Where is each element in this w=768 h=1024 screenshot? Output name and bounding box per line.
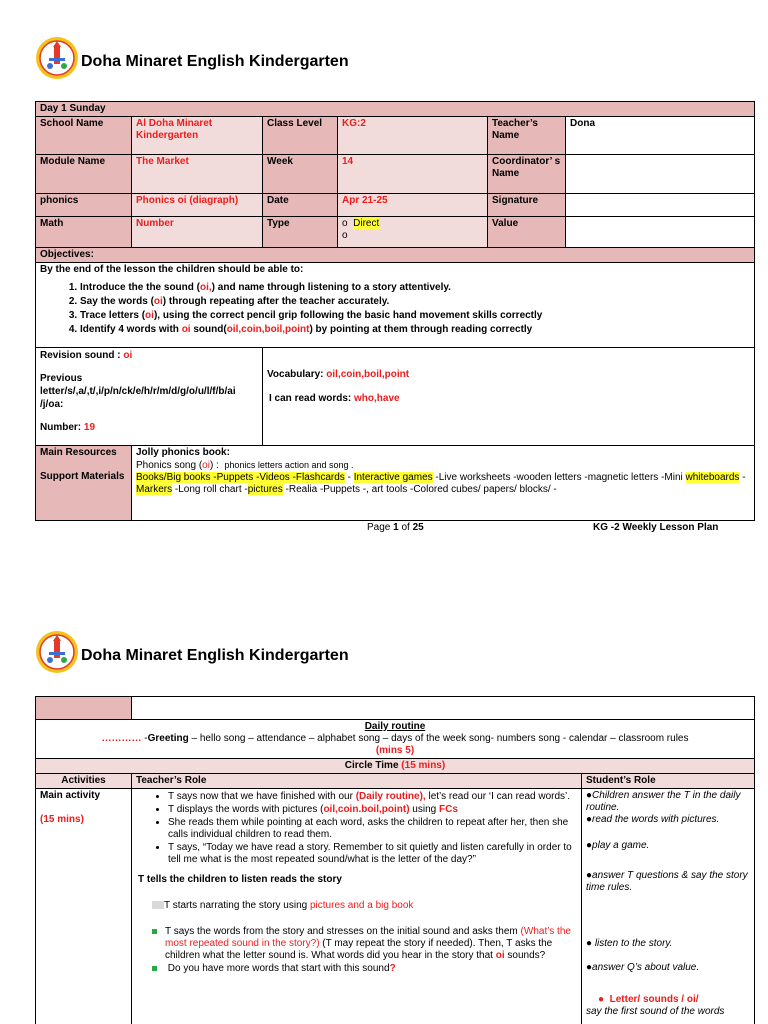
- col-teacher-role: Teacher’s Role: [132, 774, 582, 789]
- type-bullet-2: o: [342, 230, 348, 241]
- objective-1: 1. Introduce the the sound (oi,) and name through listening to a story attentively.: [80, 282, 750, 294]
- revision-cell: [36, 348, 263, 446]
- value-class-level: KG:2: [338, 117, 488, 155]
- label-class-level: Class Level: [263, 117, 338, 155]
- teacher-task-4: • T says, “Today we have read a story. Remember to sit quietly and listen carefully in order to tell me what is the most repeated sound/what is the letter of the day?”: [168, 842, 577, 866]
- vocabulary-cell: [263, 348, 755, 446]
- greeting-line: ………… -Greeting – hello song – attendance – alphabet song – days of the week song- numbers song - calendar – classroom rules: [101, 733, 689, 744]
- vocabulary: Vocabulary: oil,coin,boil,point: [267, 369, 410, 380]
- label-signature: Signature: [488, 194, 566, 217]
- objectives-list: [80, 282, 750, 336]
- story-words: T says the words from the story and stresses on the initial sound and asks them (What’s the most repeated sound in the story?) (T may repeat the story if needed). Then, T asks the children what the letter sound is. What words did you hear in the story that oi sounds?: [152, 926, 577, 962]
- student-task-7: ● Letter/ sounds / oi/: [598, 994, 699, 1005]
- page-number: Page 1 of 25: [367, 522, 424, 533]
- teacher-task-1: • T says now that we have finished with our (Daily routine), let’s read our ‘I can read words’.: [168, 791, 577, 803]
- label-week: Week: [263, 155, 338, 194]
- number-line: Number: 19: [40, 422, 96, 433]
- label-coordinator-name: Coordinator’ s Name: [488, 155, 566, 194]
- value-teacher-name: Dona: [566, 117, 755, 155]
- student-task-3: ●play a game.: [586, 840, 650, 851]
- type-bullet: o: [342, 218, 348, 229]
- school-title: Doha Minaret English Kindergarten: [81, 53, 349, 70]
- daily-routine-cell: [36, 720, 755, 759]
- student-role-cell: [582, 789, 755, 1024]
- col-student-role: Student’s Role: [582, 774, 755, 789]
- read-words: I can read words: who,have: [269, 393, 400, 404]
- student-task-6: ●answer Q’s about value.: [586, 962, 700, 973]
- objectives-cell: [36, 263, 755, 348]
- materials-cell: [132, 446, 755, 521]
- value-type: [338, 217, 488, 248]
- green-bullet-icon: [152, 966, 157, 971]
- label-module-name: Module Name: [36, 155, 132, 194]
- value-week: 14: [338, 155, 488, 194]
- narrate-story: T starts narrating the story using pictures and a big book: [152, 900, 577, 912]
- revision-sound: Revision sound : oi: [40, 350, 133, 361]
- blank-white-cell: [132, 697, 755, 720]
- value-school-name: Al Doha Minaret Kindergarten: [132, 117, 263, 155]
- routine-mins: (mins 5): [375, 745, 415, 756]
- jolly-phonics: Jolly phonics book:: [136, 447, 230, 458]
- green-bullet-icon: [152, 929, 157, 934]
- tells-children: T tells the children to listen reads the story: [138, 874, 342, 885]
- lesson-info-table: [35, 101, 755, 521]
- label-phonics: phonics: [36, 194, 132, 217]
- resources-cell: [36, 446, 132, 521]
- label-teacher-name: Teacher’s Name: [488, 117, 566, 155]
- type-direct: Direct: [353, 218, 380, 229]
- label-value: Value: [488, 217, 566, 248]
- value-value: [566, 217, 755, 248]
- student-task-5: ● listen to the story.: [586, 938, 673, 949]
- objectives-header: Objectives:: [36, 248, 755, 263]
- value-signature: [566, 194, 755, 217]
- label-school-name: School Name: [36, 117, 132, 155]
- page1-header: [35, 36, 735, 80]
- previous-letters: Previous letter/s/,a/,t/,i/p/n/ck/e/h/r/m/d/g/o/u/l/f/b/ai /j/oa:: [40, 373, 236, 410]
- student-task-8: say the first sound of the words: [586, 1006, 725, 1017]
- more-words: Do you have more words that start with this sound?: [152, 963, 577, 975]
- value-coordinator-name: [566, 155, 755, 194]
- support-materials-label: Support Materials: [40, 471, 125, 482]
- objectives-intro: By the end of the lesson the children should be able to:: [40, 264, 304, 275]
- daily-routine-title: Daily routine: [364, 721, 426, 732]
- student-task-2: ●read the words with pictures.: [586, 814, 720, 825]
- objectives-label: Objectives: [40, 249, 91, 260]
- teacher-task-list: [156, 791, 577, 866]
- main-activity-cell: [36, 789, 132, 1024]
- main-activity-label: Main activity: [40, 790, 101, 801]
- materials-list: Books/Big books -Puppets -Videos -Flashcards - Interactive games -Live worksheets -wooden letters -magnetic letters -Mini whiteboards - Markers -Long roll chart -pictures -Realia -Puppets -, art tools -Colored cubes/ papers/ blocks/ -: [136, 472, 746, 495]
- teacher-task-3: • She reads them while pointing at each word, asks the children to repeat after her, then she calls individual children to read them.: [168, 817, 577, 841]
- blank-pink-cell: [36, 697, 132, 720]
- school-logo-icon: [35, 630, 79, 674]
- footer-plan-title: KG -2 Weekly Lesson Plan: [593, 522, 719, 533]
- objective-3: 3. Trace letters (oi), using the correct pencil grip following the basic hand movement skills correctly: [80, 310, 750, 322]
- student-task-1: ●Children answer the T in the daily routine.: [586, 790, 741, 813]
- value-math: Number: [132, 217, 263, 248]
- label-math: Math: [36, 217, 132, 248]
- value-date: Apr 21-25: [338, 194, 488, 217]
- school-logo-icon: [35, 36, 79, 80]
- circle-time-header: Circle Time (15 mins): [36, 759, 755, 774]
- student-task-4: ●answer T questions & say the story time rules.: [586, 870, 748, 893]
- phonics-song: Phonics song (oi) : phonics letters action and song .: [136, 460, 354, 471]
- main-activity-mins: (15 mins): [40, 814, 84, 825]
- main-resources-label: Main Resources: [40, 447, 117, 458]
- label-type: Type: [263, 217, 338, 248]
- page2-header: [35, 630, 735, 674]
- bullet-marker-icon: [152, 901, 164, 909]
- school-title-2: Doha Minaret English Kindergarten: [81, 647, 349, 664]
- day-label: Day 1 Sunday: [36, 102, 755, 117]
- objective-4: 4. Identify 4 words with oi sound(oil,coin,boil,point) by pointing at them through reading correctly: [80, 324, 750, 336]
- teacher-role-cell: [132, 789, 582, 1024]
- value-module-name: The Market: [132, 155, 263, 194]
- label-date: Date: [263, 194, 338, 217]
- col-activities: Activities: [36, 774, 132, 789]
- value-phonics: Phonics oi (diagraph): [132, 194, 263, 217]
- objective-2: 2. Say the words (oi) through repeating after the teacher accurately.: [80, 296, 750, 308]
- lesson-activity-table: [35, 696, 755, 1024]
- teacher-task-2: • T displays the words with pictures (oil,coin.boil,point) using FCs: [168, 804, 577, 816]
